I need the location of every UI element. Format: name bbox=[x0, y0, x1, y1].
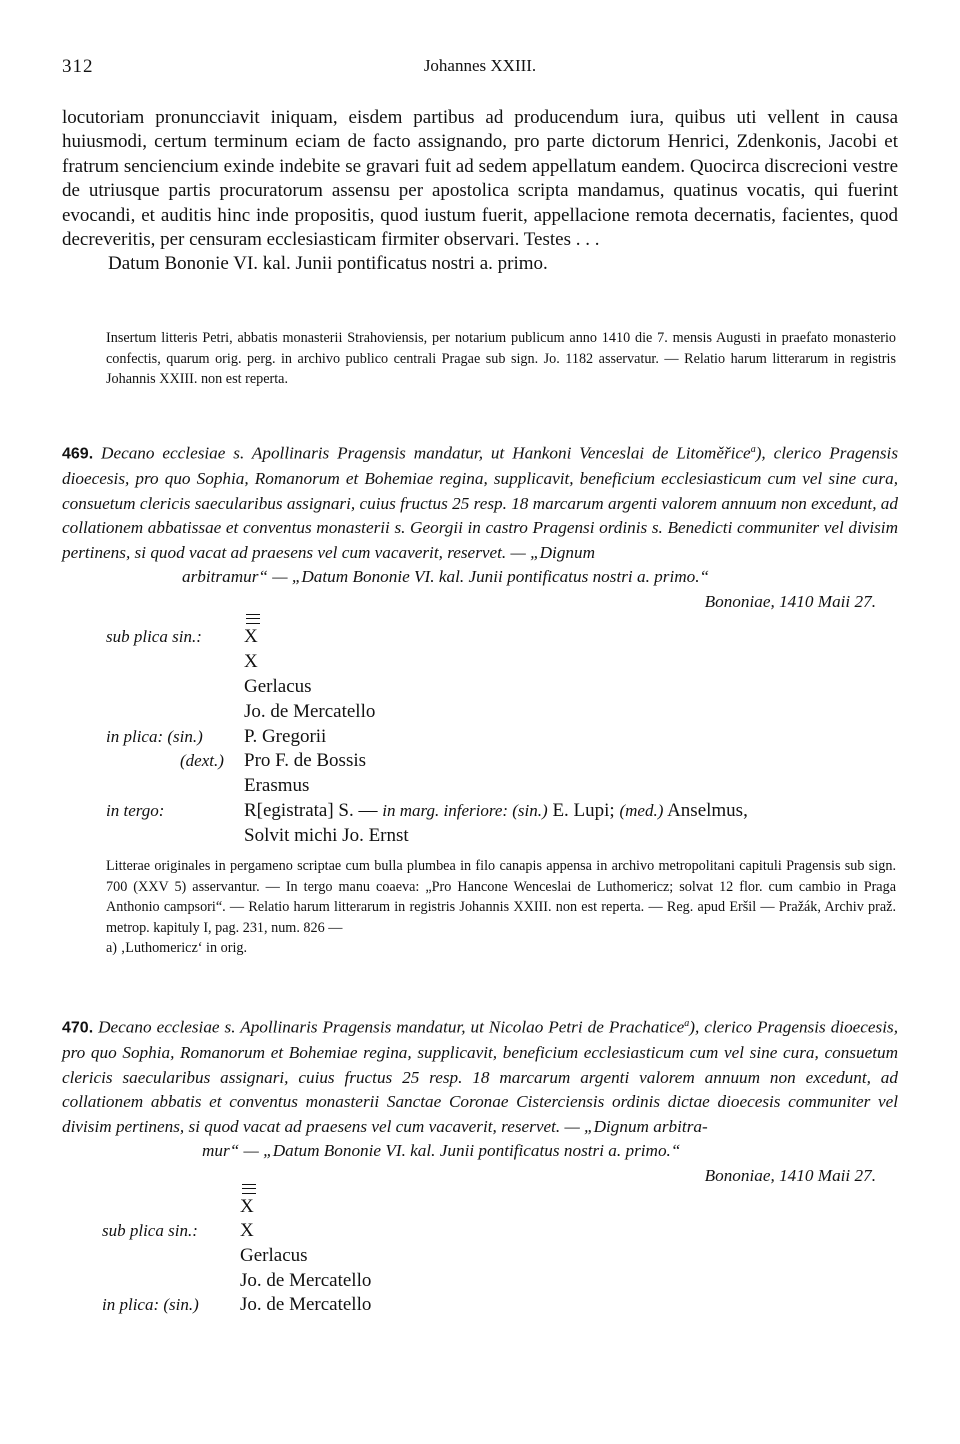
label-sub-plica: sub plica sin.: bbox=[106, 627, 202, 646]
label-in-plica: in plica: (sin.) bbox=[102, 1295, 199, 1314]
regest-text-continued: ), clerico Pragensis dioecesis, pro quo Sophia, Romanorum et Bohemiae regina, supplicavit, beneficium ecclesiasticum cum vel sine cura, consuetum clericis saecularibus assignari, cuius fructus 25 resp. 18 marcarum argenti valorem annuum non excedunt, ad collationem abbatis et conventus monasterii Sanctae Coronae Cisterciensis ordinis dictae dioecesis communiter vel divisim pertinens, si quod vacat ad praesens vel cum vacaverit, reservet. — „Dignum arbitra- bbox=[62, 1017, 899, 1136]
signature-x-2: X bbox=[240, 1220, 254, 1241]
signature-gerlacus: Gerlacus bbox=[244, 676, 312, 697]
signature-gregorii: P. Gregorii bbox=[244, 726, 327, 747]
signature-erasmus: Erasmus bbox=[244, 775, 310, 796]
regest-text-continued: ), clerico Pragensis dioecesis, pro quo Sophia, Romanorum et Bohemiae regina, supplicavit, beneficium ecclesiasticum cum vel sine cura, consuetum clericis saecularibus assignari, cuius fructus 25 resp. 18 marcarum argenti valorem annuum non excedunt, ad collationem abbatissae et conventus monasterii s. Georgii in castro Pragensi ordinis s. Benedicti communiter vel divisim pertinens, si quod vacat ad praesens vel cum vacaverit, reservet. — „Dignum bbox=[62, 443, 899, 562]
document-469 bbox=[62, 438, 898, 614]
registrata-margin-note: in marg. inferiore: (sin.) bbox=[382, 801, 548, 820]
registrata-text: R[egistrata] S. — bbox=[244, 800, 383, 821]
registrata-anselmus: Anselmus, bbox=[663, 800, 748, 821]
abbreviation-bar-mark bbox=[246, 614, 260, 624]
label-sub-plica: sub plica sin.: bbox=[102, 1221, 198, 1240]
document-470 bbox=[62, 1012, 898, 1188]
place-date: Bononiae, 1410 Maii 27. bbox=[704, 1165, 876, 1185]
editorial-note-1 bbox=[106, 328, 896, 390]
datum-line: Datum Bononie VI. kal. Junii pontificatus nostri a. primo. bbox=[108, 253, 548, 275]
regest-last-line: arbitramur“ — „Datum Bononie VI. kal. Junii pontificatus nostri a. primo.“ bbox=[182, 567, 710, 587]
signature-mercatello: Jo. de Mercatello bbox=[244, 701, 376, 722]
page-number: 312 bbox=[62, 56, 94, 77]
note-text: Litterae originales in pergameno scriptae cum bulla plumbea in filo canapis appensa in archivo metropolitani capituli Pragensis sub sign. 700 (XXV 5) asservantur. — In tergo manu coaeva: „Pro Hancone Wenceslai de Luthomericz; solvat 12 flor. cum cambio in Praga Anthonio campsori“. — Relatio harum litterarum in registris Johannis XXIII. non est reperta. — Reg. apud Eršil — Pražák, Archiv praž. metrop. kapituly I, pag. 231, num. 826 — bbox=[106, 858, 896, 936]
signature-x-2: X bbox=[244, 651, 258, 672]
paragraph-text: locutoriam pronuncciavit iniquam, eisdem partibus ad producendum iura, quibus uti vellent in causa huiusmodi, certum terminum eciam de facto assignando, pro parte dictorum Henrici, Zdenkonis, Jacobi et fratrum senciencium exinde indebite se gravari fuit ad sedem appellatum eandem. Quocirca discrecioni vestre de utriusque partis procuratorum assensu per apostolica scripta mandamus, quatinus vocatis, qui fuerint evocandi, et auditis hinc inde propositis, quod iustum fuerit, appellacione remota decernatis, facientes, quod decreveritis, per censuram ecclesiasticam firmiter observari. Testes . . . bbox=[62, 107, 898, 251]
regest-469 bbox=[62, 438, 898, 565]
signature-solvit: Solvit michi Jo. Ernst bbox=[244, 825, 409, 846]
registrata-lupi: E. Lupi; bbox=[547, 800, 620, 821]
label-in-tergo: in tergo: bbox=[106, 801, 165, 820]
abbreviation-bar-mark bbox=[242, 1184, 256, 1194]
regest-last-line: mur“ — „Datum Bononie VI. kal. Junii pontificatus nostri a. primo.“ bbox=[202, 1141, 681, 1161]
main-paragraph bbox=[62, 106, 898, 277]
place-date: Bononiae, 1410 Maii 27. bbox=[704, 591, 876, 611]
footnote-mark: a bbox=[684, 1018, 690, 1029]
document-number: 470. bbox=[62, 1019, 94, 1037]
note-text: Insertum litteris Petri, abbatis monasterii Strahoviensis, per notarium publicum anno 1410 die 7. mensis Augusti in praefato monasterio confectis, quarum orig. perg. in archivo publico centrali Pragae sub sign. Jo. 1182 asservatur. — Relatio harum litterarum in registris Johannis XXIII. non est reperta. bbox=[106, 330, 896, 388]
regest-text: Decano ecclesiae s. Apollinaris Pragensis mandatur, ut Nicolao Petri de Prachatice bbox=[98, 1017, 685, 1037]
editorial-note-469 bbox=[106, 856, 896, 959]
label-in-plica: in plica: (sin.) bbox=[106, 727, 203, 746]
signature-mercatello: Jo. de Mercatello bbox=[240, 1270, 372, 1291]
regest-470 bbox=[62, 1012, 898, 1139]
footnote-mark: a bbox=[750, 444, 756, 455]
running-title: Johannes XXIII. bbox=[423, 56, 537, 75]
signature-x-1: X bbox=[244, 626, 258, 647]
signature-registrata bbox=[244, 800, 748, 822]
signature-bossis: Pro F. de Bossis bbox=[244, 750, 367, 771]
registrata-med: (med.) bbox=[619, 801, 664, 820]
document-number: 469. bbox=[62, 445, 94, 463]
label-dext: (dext.) bbox=[180, 751, 224, 770]
page-header bbox=[62, 56, 898, 82]
footnote-text: a) ‚Luthomericz‘ in orig. bbox=[106, 940, 248, 957]
regest-text: Decano ecclesiae s. Apollinaris Pragensis mandatur, ut Hankoni Venceslai de Litoměřice bbox=[101, 443, 751, 463]
signature-x-1: X bbox=[240, 1196, 254, 1217]
signature-gerlacus: Gerlacus bbox=[240, 1245, 308, 1266]
signature-mercatello-2: Jo. de Mercatello bbox=[240, 1294, 372, 1315]
